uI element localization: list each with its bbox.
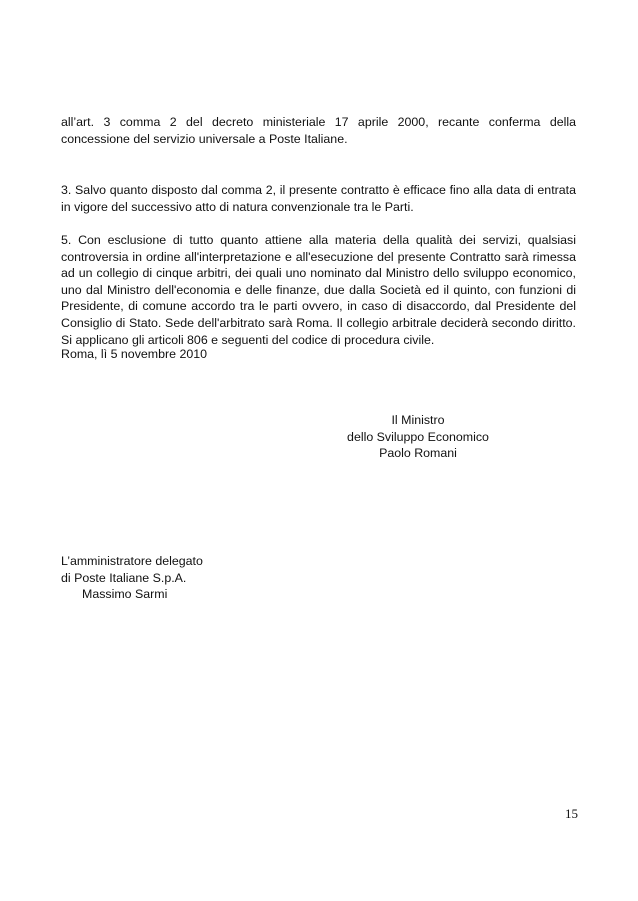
page-number: 15 (565, 806, 578, 821)
minister-title: Il Ministro (391, 413, 445, 427)
paragraph-clause-5: 5. Con esclusione di tutto quanto attiene alla materia della qualità dei servizi, qualsiasi controversia in ordine all'interpretazione e all'esecuzione del presente Contratto sarà rimessa ad un collegio di cinque arbitri, dei quali uno nominato dal Ministro dello sviluppo economico, uno dal Ministro dell'economia e delle finanze, due dalla Società ed il quinto, con funzioni di Presidente, di comune accordo tra le parti ovvero, in caso di disaccordo, dal Presidente del Consiglio di Stato. Sede dell'arbitrato sarà Roma. Il collegio arbitrale deciderà secondo diritto. Si applicano gli articoli 806 e seguenti del codice di procedura civile. (61, 233, 576, 347)
paragraph-art3-continuation: all’art. 3 comma 2 del decreto ministeriale 17 aprile 2000, recante conferma della concessione del servizio universale a Poste Italiane. (61, 115, 576, 146)
signature-block-minister (330, 412, 506, 462)
signature-block-ceo (61, 553, 203, 603)
place-and-date: Roma, lì 5 novembre 2010 (61, 347, 208, 361)
minister-name: Paolo Romani (379, 446, 457, 461)
ceo-title: L’amministratore delegato (61, 554, 203, 568)
minister-ministry: dello Sviluppo Economico (347, 429, 489, 444)
paragraph-clause-3: 3. Salvo quanto disposto dal comma 2, il presente contratto è efficace fino alla data di entrata in vigore del successivo atto di natura convenzionale tra le Parti. (61, 183, 576, 214)
ceo-name: Massimo Sarmi (82, 587, 168, 602)
ceo-company: di Poste Italiane S.p.A. (61, 570, 187, 585)
